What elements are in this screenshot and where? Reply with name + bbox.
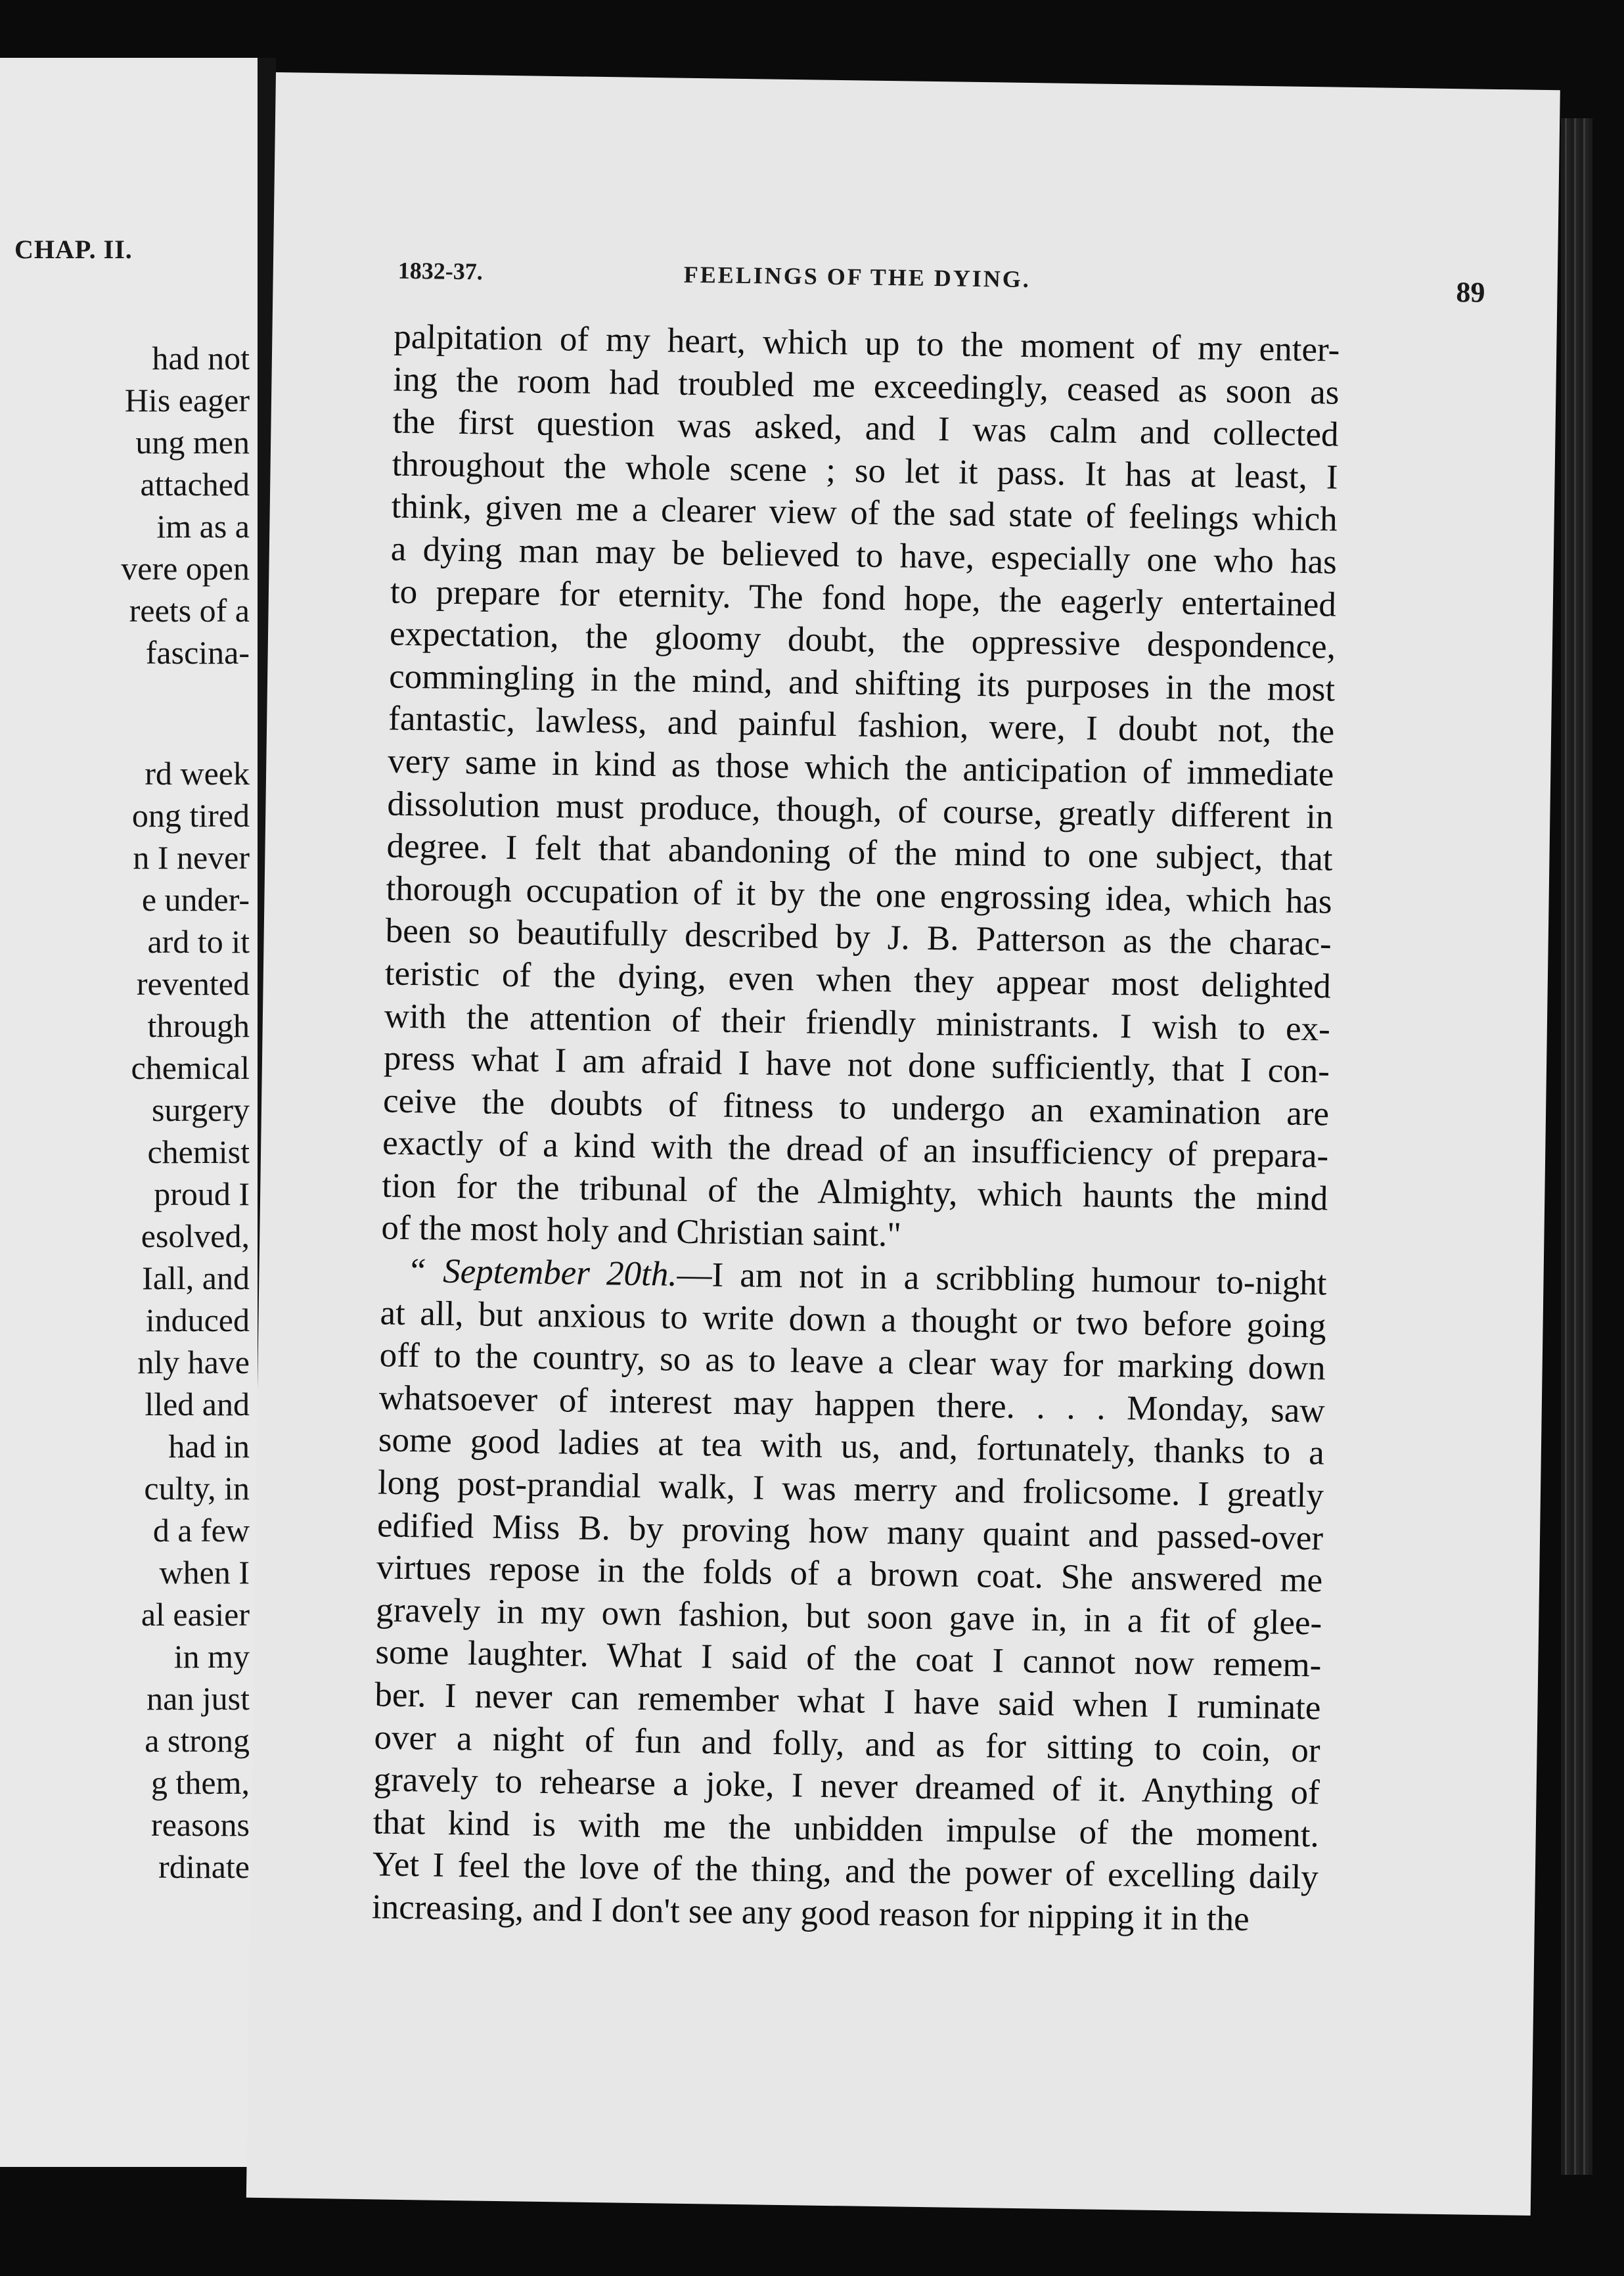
page-number: 89 [1456,276,1485,309]
body-line: to prepare for eternity. The fond hope, the eagerly entertained [390,572,1337,624]
left-page-line: induced [145,1302,250,1338]
left-page-line: attached [140,466,250,503]
left-page-line: had not [152,340,250,376]
left-page-line: e under- [141,881,250,918]
body-line: very same in kind as those which the anticipation of immediate [387,742,1334,794]
left-page-line: rdinate [158,1848,250,1885]
page-edges [1561,118,1592,2175]
left-page-line: rd week [145,755,250,792]
diary-date: “ September 20th. [407,1252,677,1294]
body-line: ceive the doubts of fitness to undergo an examination are [382,1081,1330,1133]
left-page-line: esolved, [141,1218,250,1254]
left-page-line: ung men [135,424,250,461]
right-page [246,72,1560,2216]
left-page-line: al easier [141,1596,250,1633]
left-page-line: fascina- [145,634,250,671]
body-line: Yet I feel the love of the thing, and the power of excelling daily [372,1845,1319,1897]
left-page-line: ong tired [131,797,250,834]
left-page-line: vere open [121,550,250,587]
body-line: ber. I never can remember what I have said when I ruminate [374,1675,1321,1727]
left-page-line: had in [168,1428,250,1465]
left-page-line: nan just [147,1680,250,1717]
left-page-line: Iall, and [142,1260,250,1296]
body-line: some laughter. What I said of the coat I cannot now remem- [375,1633,1322,1685]
left-page-line: revented [136,965,250,1002]
body-line: fantastic, lawless, and painful fashion, were, I doubt not, the [388,699,1335,751]
body-line: commingling in the mind, and shifting its purposes in the most [388,657,1336,709]
left-page-line: chemical [131,1049,250,1086]
running-head [397,257,1485,311]
left-page-line: im as a [156,508,250,545]
left-page-header: CHAP. II. [14,235,133,264]
body-line: gravely to rehearse a joke, I never dreamed of it. Anything of [373,1760,1320,1812]
body-line: degree. I felt that abandoning of the mind to one subject, that [386,827,1333,878]
body-line: teristic of the dying, even when they appear most delighted [384,954,1332,1006]
left-page-line: culty, in [144,1470,250,1507]
left-page-line: reets of a [129,592,250,629]
body-line: some good ladies at tea with us, and, fortunately, thanks to a [378,1421,1325,1472]
left-page-line: His eager [124,382,250,419]
body-line: gravely in my own fashion, but soon gave in, in a fit of glee- [375,1591,1322,1643]
left-page-line: n I never [133,839,250,876]
left-page-line: chemist [147,1133,250,1170]
body-line: think, given me a clearer view of the sad state of feelings which [391,487,1338,539]
left-page [0,58,258,2167]
paragraph-2 [372,1249,1327,1942]
left-page-line: surgery [151,1091,250,1128]
left-page-line: lled and [145,1386,250,1422]
left-page-line: reasons [151,1806,250,1843]
body-line: throughout the whole scene ; so let it pass. It has at least, I [392,445,1338,497]
body-line: dissolution must produce, though, of course, greatly different in [387,785,1334,836]
running-head-years: 1832-37. [397,257,484,285]
left-page-line: g them, [151,1764,250,1801]
body-line: whatsoever of interest may happen there. . . . Monday, saw [378,1378,1326,1430]
body-line: expectation, the gloomy doubt, the oppressive despondence, [389,614,1336,666]
left-page-line: proud I [154,1175,250,1212]
body-line: ing the room had troubled me exceedingly, ceased as soon as [393,360,1340,412]
body-line: increasing, and I don't see any good reason for nipping it in the [371,1888,1250,1938]
body-line: that kind is with me the unbidden impulse of the moment. [372,1803,1320,1855]
body-line: been so beautifully described by J. B. Patterson as the charac- [385,911,1332,963]
body-line: virtues repose in the folds of a brown coat. She answered me [376,1548,1323,1600]
body-line: long post-prandial walk, I was merry and frolicsome. I greatly [377,1463,1324,1515]
left-page-line: through [147,1007,250,1044]
left-page-line: d a few [152,1512,250,1549]
body-line: press what I am afraid I have not done sufficiently, that I con- [383,1039,1330,1091]
paragraph-1 [381,316,1340,1263]
left-page-line: a strong [145,1722,250,1759]
left-page-line: nly have [137,1344,250,1380]
body-text [372,316,1340,1942]
paragraph-2-first-line-text: —I am not in a scribbling humour to-night [677,1255,1327,1303]
left-page-line: in my [173,1638,250,1675]
body-line: thorough occupation of it by the one engrossing idea, which has [386,869,1332,921]
left-page-line: when I [159,1554,250,1591]
body-line: the first question was asked, and I was calm and collected [392,402,1339,454]
body-line: edified Miss B. by proving how many quaint and passed-over [376,1505,1324,1558]
left-page-line: ard to it [147,923,250,960]
running-head-title: FEELINGS OF THE DYING. [683,261,1031,293]
body-line: off to the country, so as to leave a clear way for marking down [379,1336,1326,1388]
body-line: over a night of fun and folly, and as for sitting to coin, or [374,1718,1320,1770]
body-line: a dying man may be believed to have, especially one who has [390,530,1338,581]
body-line: palpitation of my heart, which up to the moment of my enter- [393,317,1340,369]
body-line: exactly of a kind with the dread of an insufficiency of prepara- [382,1124,1329,1175]
body-line: with the attention of their friendly ministrants. I wish to ex- [384,996,1331,1049]
body-line: of the most holy and Christian saint." [381,1208,902,1254]
body-line: at all, but anxious to write down a thought or two before going [380,1294,1326,1346]
body-line: tion for the tribunal of the Almighty, which haunts the mind [381,1166,1328,1218]
